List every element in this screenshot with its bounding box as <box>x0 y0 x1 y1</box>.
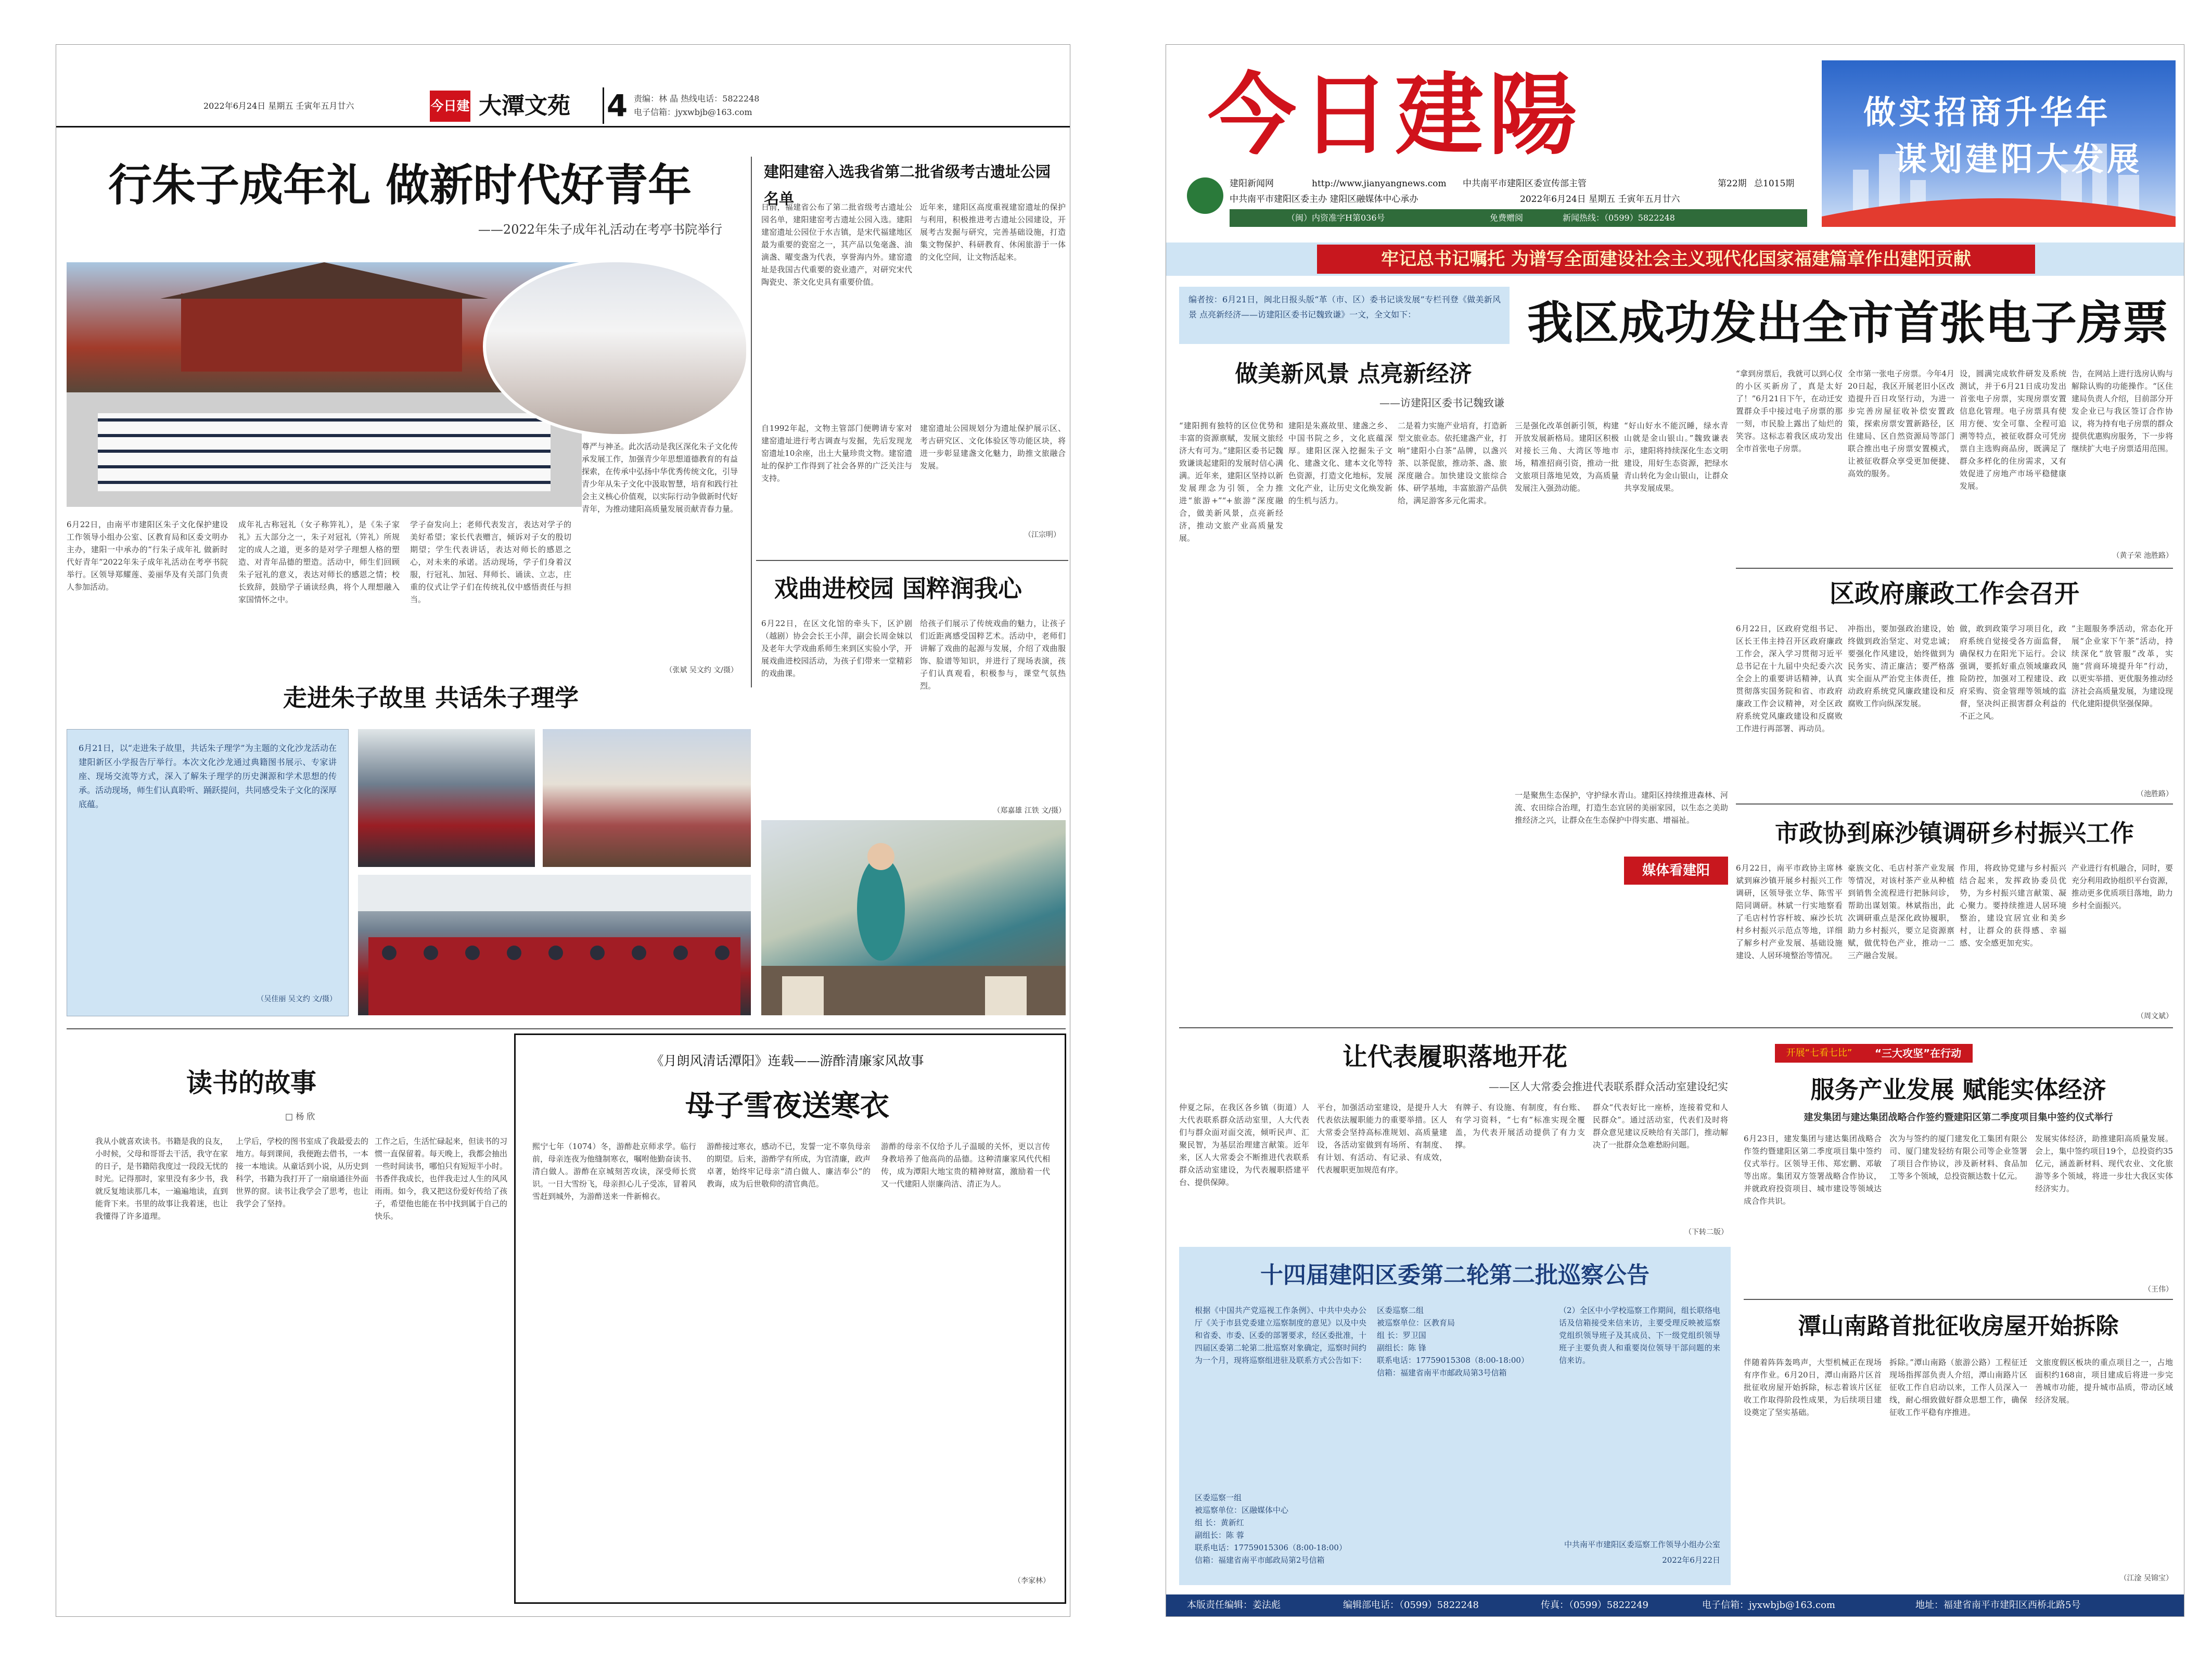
masthead-slogan-line1: 做实招商升华年 <box>1863 93 2112 131</box>
masthead-title: 今日建陽 <box>1208 63 1583 167</box>
r-article1-subtitle: ——访建阳区委书记魏致谦 <box>1379 397 1504 409</box>
article6-body-a: 熙宁七年（1074）冬，游酢赴京师求学。临行前，母亲连夜为他缝制寒衣，嘱咐他勤奋读书、清白做人。游酢在京城刻苦攻读，深受师长赏识。一日大雪纷飞，母亲担心儿子受冻，冒着风雪赶到城外，为游酢送来一件新棉衣。 <box>532 1142 696 1201</box>
article2-body-a: 日前，福建省公布了第二批省级考古遗址公园名单，建阳建窑考古遗址公园入选。建阳建窑遗址公园位于水吉镇，是宋代福建地区最为重要的瓷窑之一，其产品以兔毫盏、油滴盏、曜变盏为代表，享誉海内外。建窑遗址是我国古代重要的瓷业遗产，对研究宋代陶瓷史、茶文化史具有重要价值。 <box>761 202 912 287</box>
article3-byline: （郑嘉雄 江铁 文/摄） <box>993 807 1066 815</box>
left-header-date: 2022年6月24日 星期五 壬寅年五月廿六 <box>203 101 354 111</box>
masthead-price: 免费赠阅 <box>1490 213 1524 223</box>
r-article4-body-d: 产业进行有机融合，同时，要充分利用政协组织平台资源，推动更多优质项目落地，助力乡村全面振兴。 <box>2072 863 2173 910</box>
r-article7-body-b: 次为与签约的厦门建发化工集团有限公司、厦门建发轻纺有限公司等企业签署了项目合作协议，涉及新材料、食品加工等多个领域，总投资额达数十亿元。 <box>1889 1134 2027 1181</box>
r-article5-subtitle: ——区人大常委会推进代表联系群众活动室建设纪实 <box>1489 1080 1728 1093</box>
article6-body-b: 游酢接过寒衣，感动不已，发誓一定不辜负母亲的期望。后来，游酢学有所成，为官清廉，政声卓著，始终牢记母亲“清白做人、廉洁奉公”的教诲，成为后世敬仰的清官典范。 <box>707 1142 871 1189</box>
article1-byline: （张斌 吴文约 文/摄） <box>665 666 738 674</box>
article4-lead: 6月21日，以“走进朱子故里，共话朱子理学”为主题的文化沙龙活动在建阳新区小学报告厅举行。本次文化沙龙通过典籍图书展示、专家讲座、现场交流等方式，深入了解朱子理学的历史渊源和学术思想的传承。活动现场，师生们认真聆听、踊跃提问，共同感受朱子文化的深厚底蕴。 <box>79 743 337 809</box>
r-article8-title: 潭山南路首批征收房屋开始拆除 <box>1798 1313 2119 1339</box>
r-article3-body-b: 冲指出，要加强政治建设，始终做到政治坚定、对党忠诚；要强化作风建设，始终做到为民务实、清正廉洁；要严格落实全面从严治党主体责任，推动政府系统党风廉政建设和反腐败工作向纵深发展。 <box>1848 624 1954 708</box>
article4-title: 走进朱子故里 共话朱子理学 <box>283 684 579 712</box>
r-article3-body-d: ”主题服务季活动，常态化开展“企业家下午茶”活动，持续深化“放管服”改革，实施“营商环境提升年”行动，以更实举措、更优服务推动经济社会高质量发展，为建设现代化建阳提供坚强保障。 <box>2072 624 2173 708</box>
media-tag: 媒体看建阳 <box>1624 857 1728 885</box>
editor-note-box <box>1179 287 1510 344</box>
article1-subtitle: ——2022年朱子成年礼活动在考亭书院举行 <box>478 222 722 237</box>
article6-series: 《月朗风清话潭阳》连载——游酢清廉家风故事 <box>650 1053 924 1068</box>
masthead-slogan-line2: 谋划建阳大发展 <box>1895 140 2143 178</box>
masthead-site-url: http://www.jianyangnews.com <box>1312 178 1447 189</box>
editor-note: 编者按：6月21日，闽北日报头版“革（市、区）委书记谈发展”专栏刊登《做美新风景 点亮新经济——访建阳区委书记魏致谦》一文，全文如下： <box>1188 295 1501 320</box>
notice-date: 2022年6月22日 <box>1662 1555 1720 1565</box>
masthead-permit: （闽）内资准字H第036号 <box>1287 213 1385 223</box>
left-header-page-no: 4 <box>603 87 630 124</box>
r-article2-body-a: “拿到房票后，我就可以到心仪的小区买新房了，真是太好了！”6月21日下午，在动迁安置群众手中接过电子房票的那一刻，市民脸上露出了灿烂的笑容。这标志着我区成功发出全市首张电子房票。 <box>1736 369 1843 453</box>
article4-photo-3 <box>358 875 751 1015</box>
notice-signoff: 中共南平市建阳区委巡察工作领导小组办公室 <box>1564 1540 1720 1549</box>
article4-byline: （吴佳丽 吴文约 文/摄） <box>257 995 337 1003</box>
masthead-info-bar <box>1230 209 1807 227</box>
left-header-paper-name: 今日建陽 <box>430 91 470 122</box>
r-article2-body-b: 全市第一张电子房票。今年4月20日起，我区开展老旧小区改造提升百日攻坚行动，为进一步完善房屋征收补偿安置政策，探索房票安置新路径，区住建局、区自然资源局等部门联合推出电子房票安置模式，让被征收群众享受更加便捷、高效的服务。 <box>1848 369 1954 478</box>
article3-photo-opera <box>761 820 1066 1015</box>
masthead-logo-icon <box>1187 177 1223 214</box>
article6-body-c: 游酢的母亲不仅给予儿子温暖的关怀，更以言传身教培养了他高尚的品德。这种清廉家风代代相传，成为潭阳大地宝贵的精神财富，激励着一代又一代建阳人崇廉尚洁、清正为人。 <box>881 1142 1050 1189</box>
footer-email: 电子信箱：jyxwbjb@163.com <box>1702 1600 1835 1611</box>
left-header-section: 大潭文苑 <box>479 93 570 119</box>
r-article1-title: 做美新风景 点亮新经济 <box>1235 361 1472 387</box>
notice-group3: （2）全区中小学校巡察工作期间，组长联络电话及信箱接受来信来访，主要受理反映被巡察党组织领导班子及其成员、下一级党组织领导班子主要负责人和重要岗位领导干部问题的来信来访。 <box>1559 1306 1720 1365</box>
r-article3-body-a: 6月22日，区政府党组书记、区长王伟主持召开区政府廉政工作会，深入学习贯彻习近平总书记在十九届中央纪委六次全会上的重要讲话精神，认真贯彻落实国务院和省、市政府廉政工作会议精神，对全区政府系统党风廉政建设和反腐败工作进行再部署、再动员。 <box>1736 624 1843 733</box>
article5-body-a: 我从小就喜欢读书。书籍是我的良友，小时候，父母和哥哥去干活，我守在家的日子，是书籍陪我度过一段段无忧的时光。记得那时，家里没有多少书，我就反复地读那几本，一遍遍地读，直到能背下来。书里的故事让我着迷，也让我懂得了许多道理。 <box>95 1137 228 1221</box>
footer-fax: 传真：（0599）5822249 <box>1541 1600 1648 1611</box>
article2-byline: （江宗明） <box>1024 531 1060 539</box>
r-article5-title: 让代表履职落地开花 <box>1342 1042 1567 1071</box>
r-article4-body-b: 豪族文化、毛店村茶产业发展等情况，对该村茶产业从种植到销售全流程进行把脉问诊，帮助出谋划策。林斌指出，此次调研重点是深化政协履职，助力乡村振兴，要立足资源禀赋，做优特色产业，推动一二三产融合发展。 <box>1848 863 1954 960</box>
r-article1-body-a: “建阳拥有独特的区位优势和丰富的资源禀赋，发展文旅经济大有可为。”建阳区委书记魏致谦谈起建阳的发展时信心满满。近年来，建阳区坚持以新发展理念为引领，全力推进“旅游+”“+旅游”深度融合，做美新风景，点亮新经济，推动文旅产业高质量发展。 <box>1179 421 1283 543</box>
r-article5-body-b: 平台，加强活动室建设，是提升人大代表依法履职能力的重要举措。区人大常委会坚持高标准规划、高质量建设，各活动室做到有场所、有制度、有计划、有活动、有记录、有成效，代表履职更加规范有序。 <box>1317 1103 1447 1175</box>
r-article2-body-c: 设，圆满完成软件研发及系统测试，并于6月21日成功发出首张电子房票，实现房票安置信息化管理。电子房票具有使用方便、安全可靠、全程可追溯等特点，被征收群众可凭房票自主选购商品房，既满足了群众多样化的住房需求，又有效促进了房地产市场平稳健康发展。 <box>1960 369 2066 491</box>
article2-body-b: 近年来，建阳区高度重视建窑遗址的保护与利用，积极推进考古遗址公园建设，开展考古发掘与研究，完善基础设施，打造集文物保护、科研教育、休闲旅游于一体的文化空间，让文物活起来。 <box>920 202 1066 262</box>
r-article7-kicker: 开展“七看七比” <box>1775 1044 1863 1063</box>
r-article1-body-e: “好山好水不能沉睡，绿水青山就是金山银山。”魏致谦表示，建阳将持续深化生态文明建设，用好生态资源，把绿水青山转化为金山银山，让群众共享发展成果。 <box>1624 421 1728 493</box>
r-article7-byline: （王伟） <box>2144 1285 2173 1294</box>
r-article5-body-d: 群众“代表好比一座桥，连接着党和人民群众”。通过活动室，代表们及时将群众意见建议反映给有关部门，推动解决了一批群众急难愁盼问题。 <box>1593 1103 1728 1150</box>
r-article5-body-c: 有牌子、有设施、有制度，有台账、有学习资料，“七有”标准实现全覆盖，为代表开展活动提供了有力支撑。 <box>1455 1103 1585 1150</box>
article5-title: 读书的故事 <box>186 1068 316 1098</box>
r-article2-body-d: 告，在网站上进行选房认购与解除认购的功能操作。“区住建局负责人介绍，目前部分开发企业已与我区签订合作协议，将为持有电子房票的群众提供优惠购房服务，下一步将继续扩大电子房票适用范围。 <box>2072 369 2173 453</box>
article5-author: □ 杨 欣 <box>285 1112 315 1121</box>
article4-photo-2 <box>543 729 751 867</box>
footer-address: 地址：福建省南平市建阳区西桥北路5号 <box>1915 1600 2081 1611</box>
article6-byline: （李家林） <box>1014 1577 1050 1585</box>
r-article1-body-d: 三是强化改革创新引领，构建开放发展新格局。建阳区积极对接长三角、大湾区等地市场，精准招商引资，推动一批文旅项目落地见效，为高质量发展注入强劲动能。 <box>1515 421 1619 493</box>
notice-title: 十四届建阳区委第二轮第二批巡察公告 <box>1260 1262 1650 1288</box>
article5-body-c: 工作之后，生活忙碌起来，但读书的习惯一直保留着。每天晚上，我都会抽出一些时间读书，哪怕只有短短半小时。书香伴我成长，也伴我走过人生的风风雨雨。如今，我又把这份爱好传给了孩子，希望他也能在书中找到属于自己的快乐。 <box>375 1137 507 1221</box>
article5-body-b: 上学后，学校的图书室成了我最爱去的地方。每到课间，我便跑去借书，一本接一本地读。从童话到小说，从历史到科学，书籍为我打开了一扇扇通往外面世界的窗。读书让我学会了思考，也让我学会了坚持。 <box>236 1137 368 1208</box>
r-article3-title: 区政府廉政工作会召开 <box>1829 579 2079 608</box>
r-article8-body-c: 文旅度假区板块的重点项目之一，占地面积约168亩，项目建成后将进一步完善城市功能，提升城市品质，带动区域经济发展。 <box>2035 1358 2173 1405</box>
article2-body-c: 自1992年起，文物主管部门便聘请专家对建窑遗址进行考古调查与发掘，先后发现龙窑遗址10余座，出土大量珍贵文物。建窑遗址的保护工作得到了社会各界的广泛关注与支持。 <box>761 424 912 483</box>
left-header-email: 电子信箱：jyxwbjb@163.com <box>634 107 752 117</box>
footer-editor: 本版责任编辑：姜法彪 <box>1187 1600 1281 1611</box>
article2-body-d: 建窑遗址公园规划分为遗址保护展示区、考古研究区、文化体验区等功能区块，将进一步彰显建盏文化魅力，助推文旅融合发展。 <box>920 424 1066 470</box>
left-page <box>56 44 1070 1617</box>
article1-body-c: 学子奋发向上；老师代表发言，表达对学子的美好希望；家长代表赠言，倾诉对子女的殷切期望；学生代表讲话，表达对师长的感恩之心，对未来的承诺。活动现场，学子们身着汉服，行冠礼、加冠、拜师长、诵读、立志，庄重的仪式让学子们在传统礼仪中感悟责任与担当。 <box>410 520 571 604</box>
article1-title: 行朱子成年礼 做新时代好青年 <box>108 160 692 211</box>
masthead-publisher: 中共南平市建阳区委宣传部主管 <box>1463 178 1587 189</box>
footer-phone: 编辑部电话：（0599）5822248 <box>1343 1600 1479 1611</box>
r-article7-body-c: 发展实体经济，助推建阳高质量发展。会上，集中签约项目19个，总投资约35亿元，涵盖新材料、现代农业、文化旅游等多个领域，将进一步壮大我区实体经济实力。 <box>2035 1134 2173 1193</box>
masthead-site-name: 建阳新闻网 <box>1230 178 1274 189</box>
article6-title: 母子雪夜送寒衣 <box>685 1089 889 1123</box>
r-article1-body-b: 建阳是朱熹故里、建盏之乡、中国书院之乡，文化底蕴深厚。建阳区深入挖掘朱子文化、建盏文化、建本文化等特色资源，打造文化地标，发展文化产业，让历史文化焕发新的生机与活力。 <box>1288 421 1392 505</box>
notice-group2: 区委巡察二组 被巡察单位：区教育局 组 长：罗卫国 副组长：陈 锋 联系电话：17759015308（8:00-18:00） 信箱：福建省南平市邮政局第3号信箱 <box>1377 1306 1529 1377</box>
masthead-date: 2022年6月24日 星期五 壬寅年五月廿六 <box>1520 194 1680 205</box>
article3-body-b: 给孩子们展示了传统戏曲的魅力，让孩子们近距离感受国粹艺术。活动中，老师们讲解了戏曲的起源与发展，介绍了戏曲服饰、脸谱等知识，并进行了现场表演，孩子们认真观看，积极参与，课堂气氛热烈。 <box>920 619 1066 691</box>
r-article1-body-c: 二是着力实施产业培育，打造新型文旅业态。依托建盏产业，打响“建阳小白茶”品牌，以盏兴茶、以茶促旅，推动茶、盏、旅深度融合。加快建设文旅综合体、研学基地，丰富旅游产品供给，满足游客多元化需求。 <box>1398 421 1507 505</box>
footer-bar <box>1166 1594 2184 1616</box>
r-article7-kicker-sub: “三大攻坚”在行动 <box>1863 1044 1973 1063</box>
r-article1-body-f: 一是聚焦生态保护，守护绿水青山。建阳区持续推进森林、河流、农田综合治理，打造生态宜居的美丽家园，以生态之美助推经济之兴，让群众在生态保护中得实惠、增福祉。 <box>1515 790 1728 825</box>
r-article4-body-a: 6月22日，南平市政协主席林斌到麻沙镇开展乡村振兴工作调研，区领导张立华、陈雪平陪同调研。林斌一行实地察看了毛店村竹容杆坡、麻沙长坑村乡村振兴示范点等地，详细了解乡村产业发展、基础设施建设、人居环境整治等情况。 <box>1736 863 1843 960</box>
r-article2-title: 我区成功发出全市首张电子房票 <box>1527 296 2168 350</box>
article4-photo-1 <box>358 729 535 867</box>
masthead-hotline: 新闻热线：（0599）5822248 <box>1563 213 1675 223</box>
r-article4-byline: （周文斌） <box>2137 1012 2173 1020</box>
masthead-total: 总1015期 <box>1754 178 1795 189</box>
notice-intro: 根据《中国共产党巡视工作条例》、中共中央办公厅《关于市县党委建立巡察制度的意见》以及中央和省委、市委、区委的部署要求，经区委批准，十四届区委第二轮第二批巡察对象确定，巡察时间约为一个月，现将巡察组进驻及联系方式公告如下： <box>1195 1306 1366 1365</box>
article1-photo-students <box>483 259 749 437</box>
article3-title: 戏曲进校园 国粹润我心 <box>774 575 1022 603</box>
r-article8-byline: （江淦 吴锦宝） <box>2119 1574 2173 1583</box>
article2-title: 建阳建窑入选我省第二批省级考古遗址公园名单 <box>764 163 1051 208</box>
r-article8-body-a: 伴随着阵阵轰鸣声，大型机械正在现场有序作业。6月20日，潭山南路片区首批征收房屋开始拆除，标志着该片区征收工作取得阶段性成果，为后续项目建设奠定了坚实基础。 <box>1744 1358 1882 1417</box>
r-article3-body-c: 做，敢到政策学习项目化，政府系统自觉接受各方面监督，确保权力在阳光下运行。会议强调，要抓好重点领域廉政风险防控，加强对工程建设、政府采购、资金管理等领域的监督，坚决纠正损害群众利益的不正之风。 <box>1960 624 2066 721</box>
article4-lead-box <box>67 729 349 1016</box>
article3-body-a: 6月22日，在区文化馆的牵头下，区沪剧（越剧）协会会长王小萍，副会长周金妹以及老年大学戏曲系师生来到区实验小学，开展戏曲进校园活动，为孩子们带来一堂精彩的戏曲课。 <box>761 619 912 678</box>
article1-body-d: 尊严与神圣。此次活动是我区深化朱子文化传承发展工作，加强青少年思想道德教育的有益探索，在传承中弘扬中华优秀传统文化，引导青少年从朱子文化中汲取智慧，培育和践行社会主义核心价值观，以实际行动争做新时代好青年，为推动建阳高质量发展贡献青春力量。 <box>582 442 738 514</box>
notice-group1: 区委巡察一组 被巡察单位：区融媒体中心 组 长：黄新红 副组长：陈 蓉 联系电话：17759015306（8:00-18:00） 信箱：福建省南平市邮政局第2号信箱 <box>1195 1493 1347 1565</box>
notice-box <box>1179 1247 1731 1585</box>
r-article8-body-b: 拆除。”潭山南路（旅游公路）工程征迁现场指挥部负责人介绍，潭山南路片区征收工作自启动以来，工作人员深入一线，耐心细致做好群众思想工作，确保征收工作平稳有序推进。 <box>1889 1358 2027 1417</box>
r-article7-body-a: 6月23日，建发集团与建达集团战略合作签约暨建阳区第二季度项目集中签约仪式举行。区领导王伟、郑宏鹏、邓敏等出席。集团双方签署战略合作协议，并就政府投资项目、城市建设等领域达成合作共识。 <box>1744 1134 1882 1206</box>
r-article4-body-c: 作用，将政协党建与乡村振兴结合起来，发挥政协委员优势，为乡村振兴建言献策、凝心聚力。要持续推进人居环境整治，建设宜居宜业和美乡村，让群众的获得感、幸福感、安全感更加充实。 <box>1960 863 2066 948</box>
r-article5-body-a: 仲夏之际，在我区各乡镇（街道）人大代表联系群众活动室里，人大代表们与群众面对面交流，倾听民声、汇聚民智，为基层治理建言献策。近年来，区人大常委会不断推进代表联系群众活动室建设，为代表履职搭建平台、提供保障。 <box>1179 1103 1309 1187</box>
r-article5-byline: （下转二版） <box>1684 1228 1728 1236</box>
right-page <box>1166 44 2184 1617</box>
masthead-slogan-banner <box>1822 60 2176 227</box>
left-header-editor: 责编：林 晶 热线电话：5822248 <box>634 94 760 104</box>
r-article3-byline: （池胜路） <box>2137 790 2173 798</box>
article1-body-b: 成年礼古称冠礼（女子称笄礼），是《朱子家礼》五大部分之一，朱子对冠礼（笄礼）所规定的成人之道，更多的是对学子理想人格的塑造、对青年品德的塑造。活动中，师生们回顾朱子冠礼的意义，表达对师长的感恩之情；校长致辞，鼓励学子诵读经典，将个人理想融入家国情怀之中。 <box>238 520 400 604</box>
masthead-sponsor: 中共南平市建阳区委主办 建阳区融媒体中心承办 <box>1230 194 1418 205</box>
r-article2-byline: （黄子荣 池胜路） <box>2112 552 2173 560</box>
masthead-edition: 第22期 <box>1718 178 1747 189</box>
article1-body-a: 6月22日，由南平市建阳区朱子文化保护建设工作领导小组办公室、区教育局和区委文明办主办，建阳一中承办的“行朱子成年礼 做新时代好青年”2022年朱子成年礼活动在考亭书院举行。区领导郑耀莲、姜丽华及有关部门负责人参加活动。 <box>67 520 228 592</box>
r-article7-title: 服务产业发展 赋能实体经济 <box>1810 1076 2106 1104</box>
r-article4-title: 市政协到麻沙镇调研乡村振兴工作 <box>1775 819 2134 847</box>
banner-headline: 牢记总书记嘱托 为谱写全面建设社会主义现代化国家福建篇章作出建阳贡献 <box>1317 245 2035 274</box>
r-article7-subtitle: 建发集团与建达集团战略合作签约暨建阳区第二季度项目集中签约仪式举行 <box>1804 1112 2113 1123</box>
